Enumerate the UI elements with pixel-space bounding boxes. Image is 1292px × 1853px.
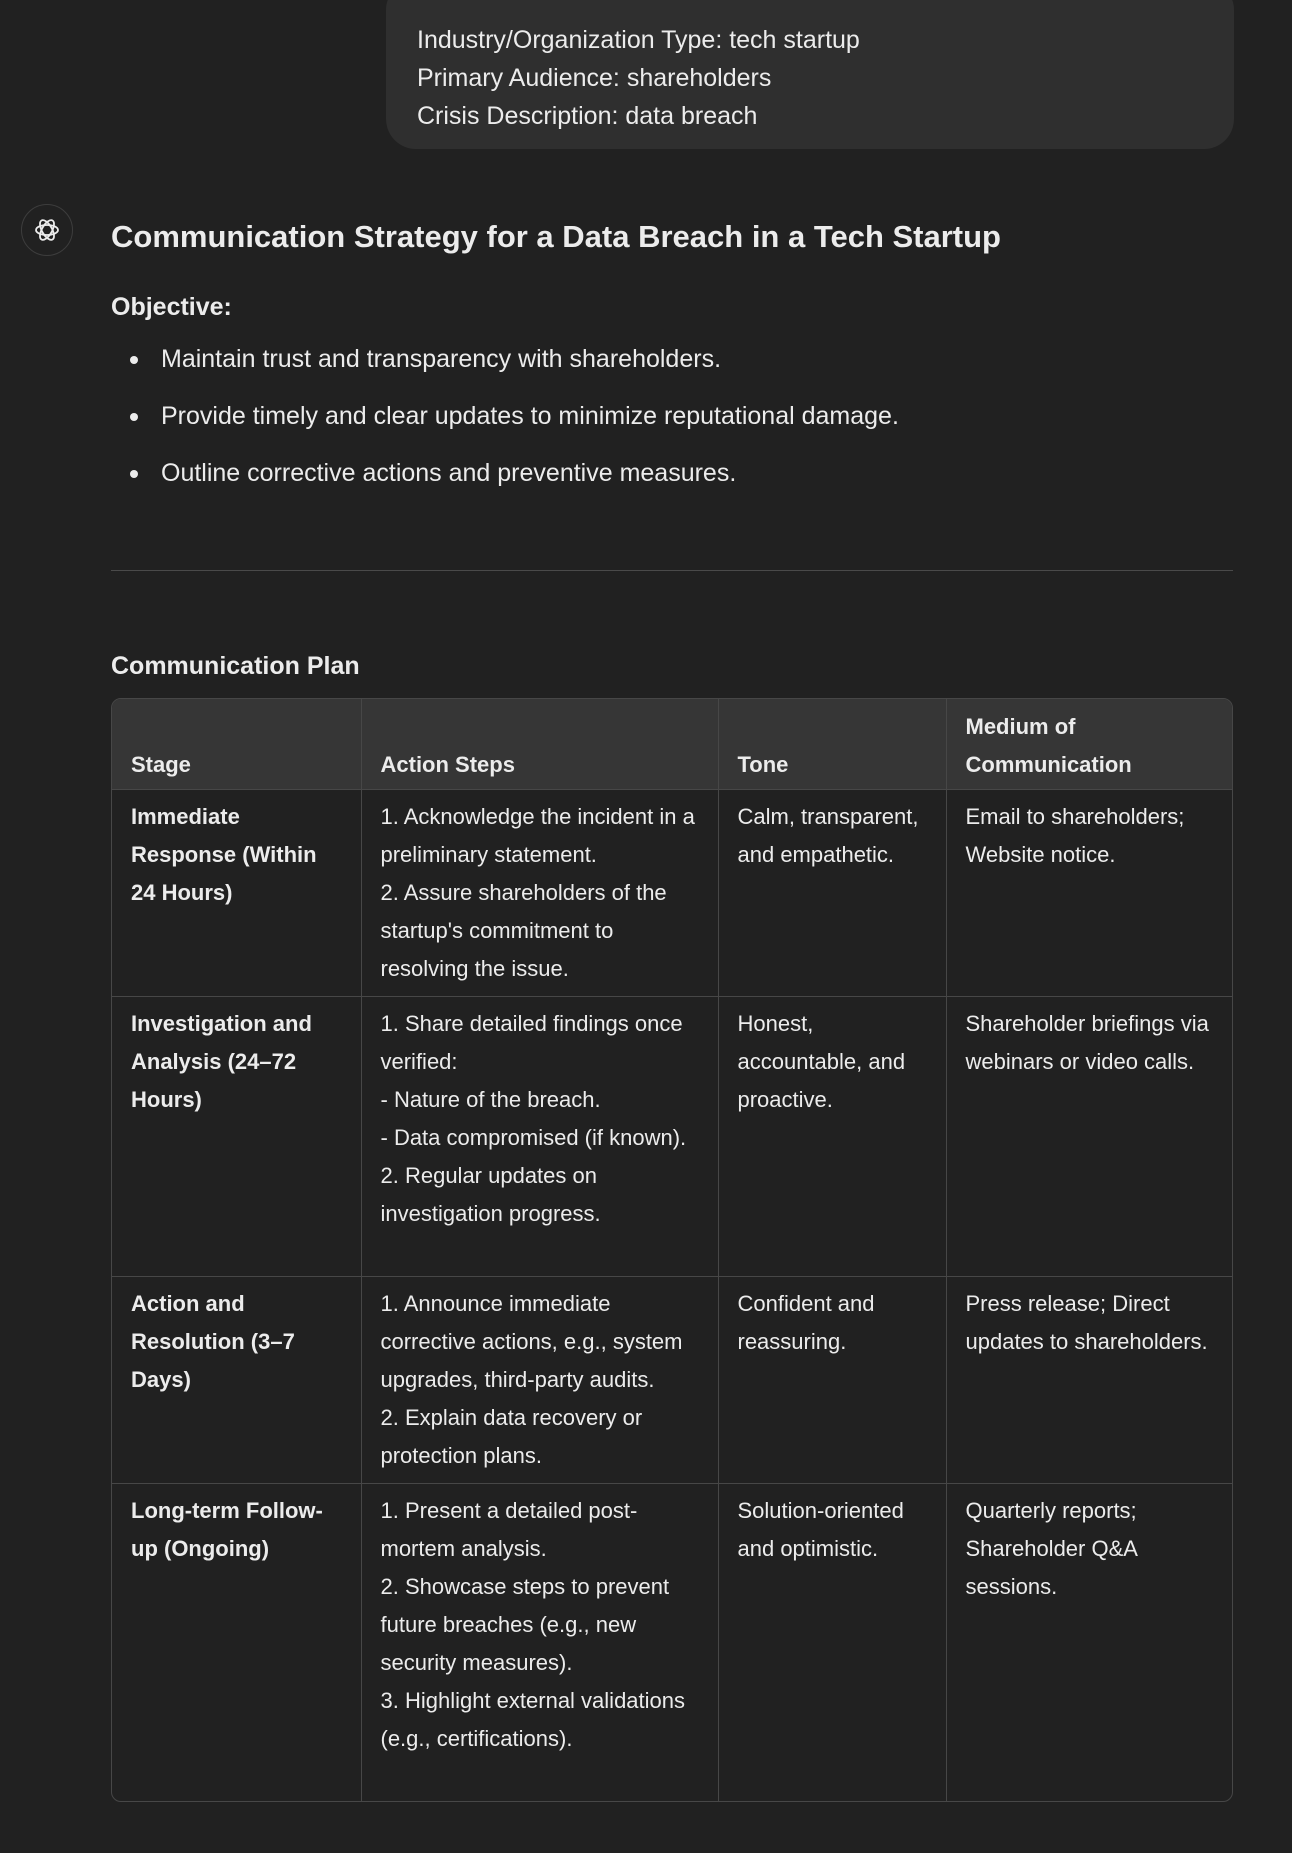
user-message-line: Industry/Organization Type: tech startup <box>417 26 860 54</box>
stage-cell: Long-term Follow-up (Ongoing) <box>112 1483 361 1801</box>
action-step: 1. Announce immediate corrective actions, e.g., system upgrades, third-party audits. <box>380 1290 683 1392</box>
action-step: 3. Highlight external validations (e.g., certifications). <box>380 1687 686 1751</box>
action-step: 1. Present a detailed post-mortem analysis. <box>380 1497 638 1561</box>
action-step: 2. Regular updates on investigation progress. <box>380 1162 601 1226</box>
tone-cell: Honest, accountable, and proactive. <box>718 996 946 1276</box>
action-step: 1. Share detailed findings once verified: <box>380 1010 683 1074</box>
list-item: Outline corrective actions and preventive measures. <box>111 454 899 511</box>
user-message-line: Primary Audience: shareholders <box>417 64 772 92</box>
stage-cell: Investigation and Analysis (24–72 Hours) <box>112 996 361 1276</box>
medium-cell: Quarterly reports; Shareholder Q&A sessions. <box>965 1497 1137 1599</box>
tone-cell: Solution-oriented and optimistic. <box>718 1483 946 1801</box>
action-step: 2. Assure shareholders of the startup's commitment to resolving the issue. <box>380 879 667 981</box>
action-step: - Nature of the breach. <box>380 1086 601 1112</box>
action-steps-cell <box>361 789 718 996</box>
column-header-tone: Tone <box>718 699 946 789</box>
action-steps-cell <box>361 1276 718 1483</box>
list-item: Maintain trust and transparency with shareholders. <box>111 340 899 397</box>
column-header-action-steps: Action Steps <box>361 699 718 789</box>
table-row <box>112 1483 1232 1801</box>
action-step: - Data compromised (if known). <box>380 1124 687 1150</box>
table-row <box>112 789 1232 996</box>
section-divider <box>111 570 1233 571</box>
openai-logo-icon <box>32 215 62 245</box>
medium-cell: Email to shareholders; Website notice. <box>946 789 1232 996</box>
stage-cell: Immediate Response (Within 24 Hours) <box>112 789 361 996</box>
column-header-medium: Medium of Communication <box>946 699 1232 789</box>
action-steps-cell <box>361 996 718 1276</box>
user-message-bubble <box>386 0 1234 149</box>
communication-plan-heading: Communication Plan <box>111 652 360 680</box>
tone-cell: Confident and reassuring. <box>718 1276 946 1483</box>
action-step: 2. Explain data recovery or protection plans. <box>380 1404 643 1468</box>
action-step: 2. Showcase steps to prevent future breaches (e.g., new security measures). <box>380 1573 670 1675</box>
objective-list <box>111 340 899 511</box>
stage-cell: Action and Resolution (3–7 Days) <box>112 1276 361 1483</box>
table-header-row <box>112 699 1232 789</box>
objective-heading: Objective: <box>111 293 232 321</box>
communication-plan-table <box>111 698 1233 1802</box>
assistant-avatar <box>21 204 73 256</box>
response-title: Communication Strategy for a Data Breach in a Tech Startup <box>111 219 1001 254</box>
medium-cell: Shareholder briefings via webinars or video calls. <box>946 996 1232 1276</box>
column-header-stage: Stage <box>112 699 361 789</box>
action-step: 1. Acknowledge the incident in a preliminary statement. <box>380 803 695 867</box>
list-item: Provide timely and clear updates to minimize reputational damage. <box>111 397 899 454</box>
user-message-line: Crisis Description: data breach <box>417 102 758 130</box>
table-row <box>112 1276 1232 1483</box>
medium-cell: Press release; Direct updates to shareholders. <box>946 1276 1232 1483</box>
table-row <box>112 996 1232 1276</box>
action-steps-cell <box>361 1483 718 1801</box>
tone-cell: Calm, transparent, and empathetic. <box>718 789 946 996</box>
